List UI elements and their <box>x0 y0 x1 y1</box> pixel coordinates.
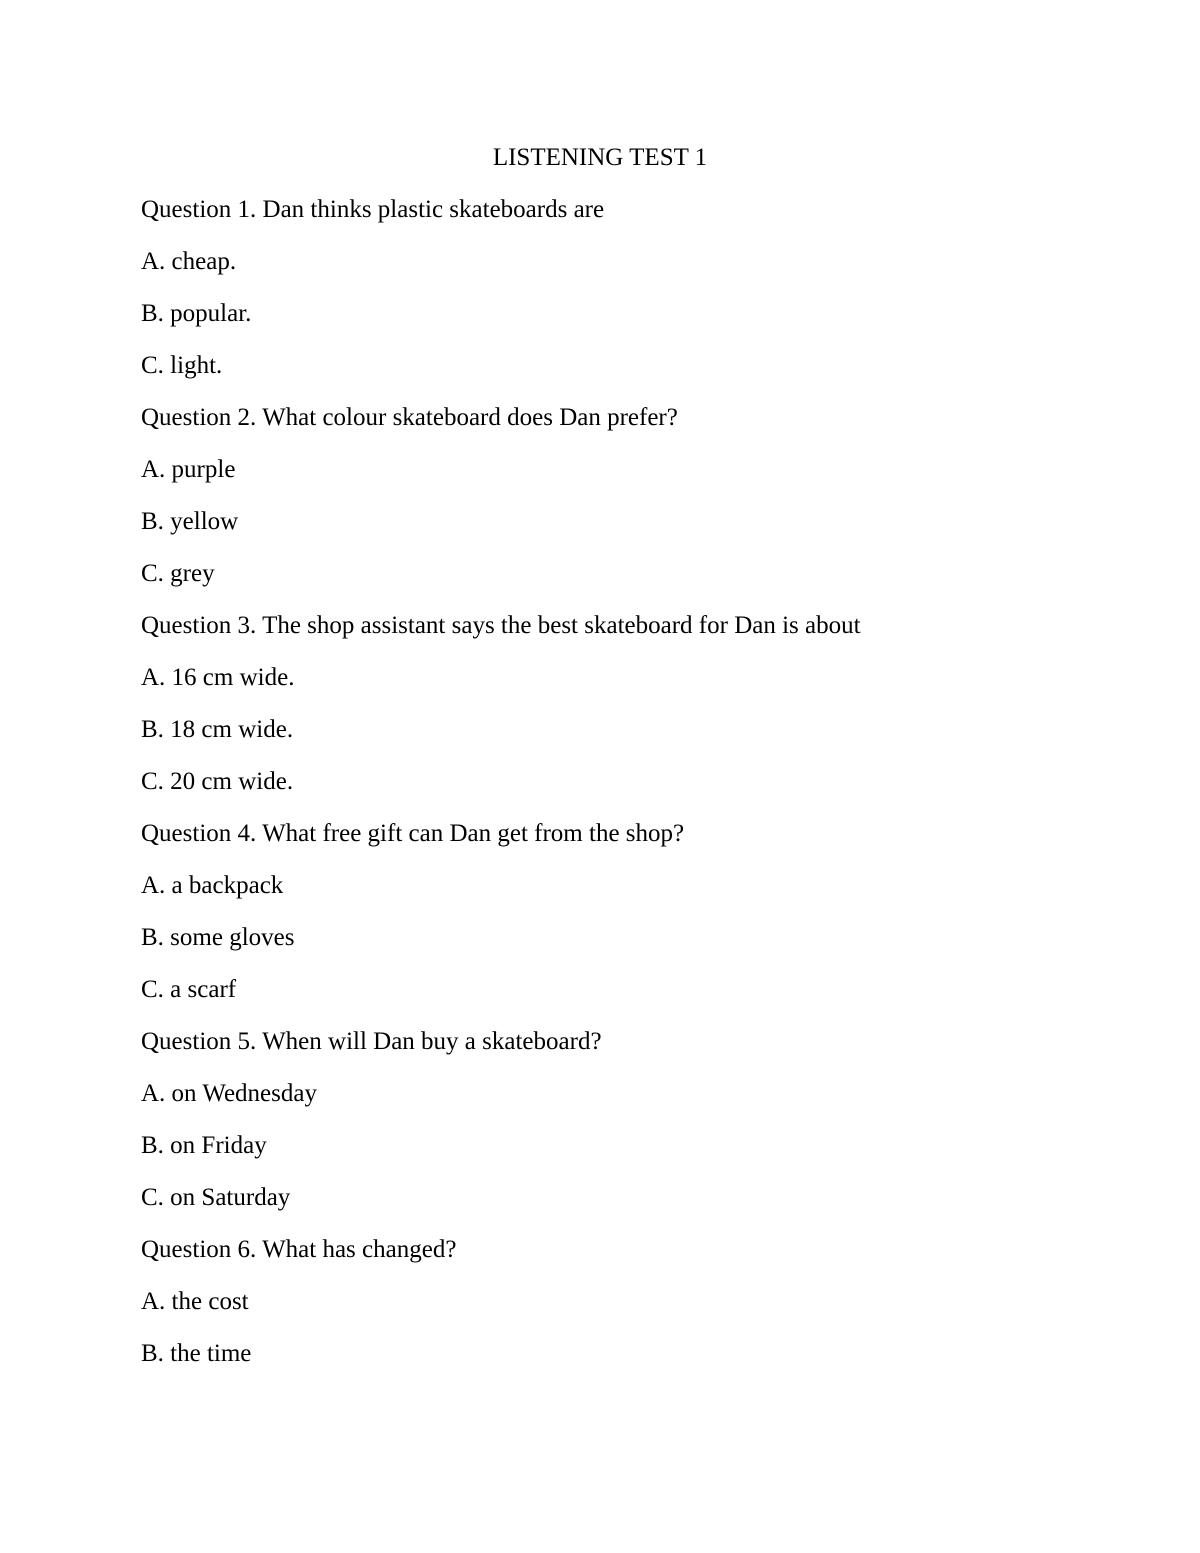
answer-option: B. on Friday <box>141 1132 267 1159</box>
answer-option: C. grey <box>141 560 215 587</box>
question-prompt: Question 6. What has changed? <box>141 1236 457 1263</box>
answer-option: B. 18 cm wide. <box>141 716 294 743</box>
answer-option: B. popular. <box>141 300 252 327</box>
answer-option: A. a backpack <box>141 872 284 899</box>
answer-option: A. the cost <box>141 1288 249 1315</box>
answer-option: C. 20 cm wide. <box>141 768 294 795</box>
answer-option: C. on Saturday <box>141 1184 291 1211</box>
question-prompt: Question 1. Dan thinks plastic skateboards are <box>141 196 605 223</box>
answer-option: A. 16 cm wide. <box>141 664 295 691</box>
question-prompt: Question 2. What colour skateboard does Dan prefer? <box>141 404 678 431</box>
question-prompt: Question 5. When will Dan buy a skateboard? <box>141 1028 602 1055</box>
answer-option: A. on Wednesday <box>141 1080 317 1107</box>
answer-option: B. some gloves <box>141 924 295 951</box>
question-prompt: Question 3. The shop assistant says the best skateboard for Dan is about <box>141 612 861 639</box>
question-list <box>141 195 1141 1391</box>
answer-option: C. light. <box>141 352 223 379</box>
answer-option: B. the time <box>141 1340 252 1367</box>
answer-option: C. a scarf <box>141 976 237 1003</box>
page-title: LISTENING TEST 1 <box>492 144 708 171</box>
answer-option: B. yellow <box>141 508 239 535</box>
answer-option: A. cheap. <box>141 248 237 275</box>
answer-option: A. purple <box>141 456 236 483</box>
question-prompt: Question 4. What free gift can Dan get from the shop? <box>141 820 685 847</box>
